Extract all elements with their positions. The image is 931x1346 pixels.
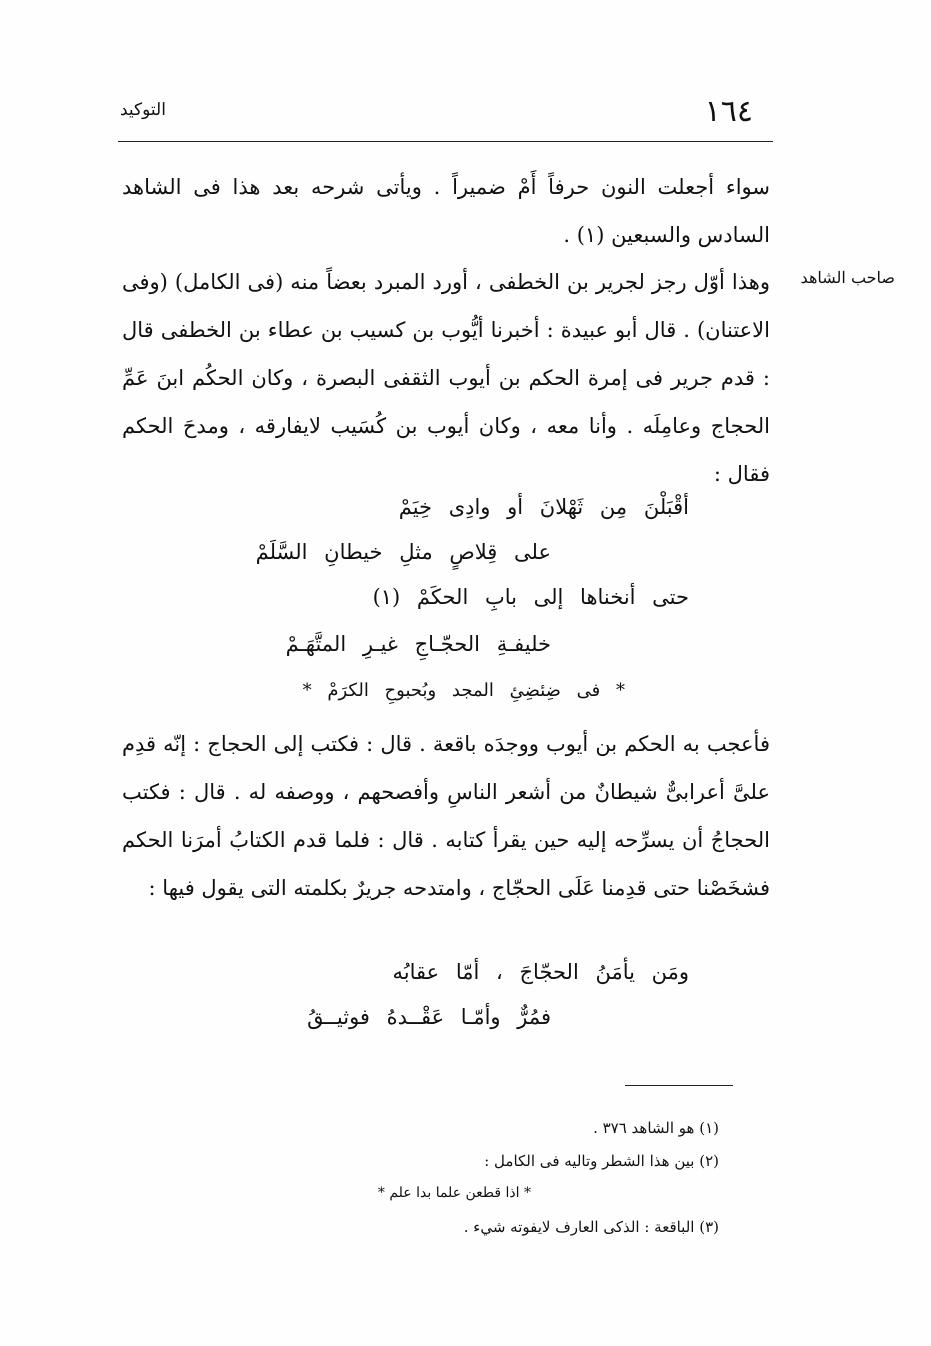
verse-line-7: فمُرٌّ وأمّـا عَقْــدهُ فوثيــقُ [307,1005,551,1029]
footnote-3: (٣) الباقعة : الذكى العارف لايفوته شيء . [463,1218,719,1236]
verse-line-6: ومَن يأمَنُ الحجّاجَ ، أمّا عقابُه [392,960,689,984]
verse-line-1: أقْبَلْنَ مِن ثَهْلانَ أو وادِى خِيَمْ [398,495,689,519]
header-rule [118,141,773,142]
verse-line-3: حتى أنخناها إلى بابِ الحكَمْ (١) [372,585,689,609]
paragraph-intro: سواء أجعلت النون حرفاً أَمْ ضميراً . ويأتى شرحه بعد هذا فى الشاهد السادس والسبعين (١) . [122,175,770,247]
footnote-1: (١) هو الشاهد ٣٧٦ . [593,1119,719,1137]
verse-line-2: على قِلاصٍ مثلِ خيطانِ السَّلَمْ [255,540,551,564]
footnote-2-verse: * اذا قطعن علما بدا علم * [377,1185,531,1201]
footnote-rule [625,1085,733,1086]
footnote-2: (٢) بين هذا الشطر وتاليه فى الكامل : [484,1152,719,1170]
margin-note: صاحب الشاهد [800,268,895,287]
paragraph-letter: فأعجب به الحكم بن أيوب ووجدَه باقعة . قال : فكتب إلى الحجاج : إنّه قدِم علىَّ أعرابىٌّ شيطانٌ من أشعر الناسِ وأفصحهم ، ووصفه له . قال : فكتب الحجاجُ أن يسرِّحه إليه حين يقرأ كتابه . قال : فلما قدم الكتابُ أمرَنا الحكم فشخَصْنا حتى قدِمنا عَلَى الحجّاج ، وامتدحه جريرٌ بكلمته التى يقول فيها : [122,732,770,900]
page-number: ١٦٤ [704,94,753,129]
verse-line-4: خليفـةِ الحجّـاجِ غيـرِ المتَّهَـمْ [285,632,551,656]
paragraph-story: وهذا أوّل رجز لجرير بن الخطفى ، أورد المبرد بعضاً منه (فى الكامل) (وفى الاعتنان) . قال أبو عبيدة : أخبرنا أيُّوب بن كسيب بن عطاء بن الخطفى قال : قدم جرير فى إمرة الحكم بن أيوب الثقفى البصرة ، وكان الحكُم ابنَ عَمِّ الحجاج وعامِلَه . وأنا معه ، وكان أيوب بن كُسَيب لايفارقه ، ومدحَ الحكم فقال : [122,270,770,486]
running-title: التوكيد [120,100,166,120]
verse-line-5: * فى ضِئضِئِ المجد وبُحبوحِ الكرَمْ * [302,680,625,701]
